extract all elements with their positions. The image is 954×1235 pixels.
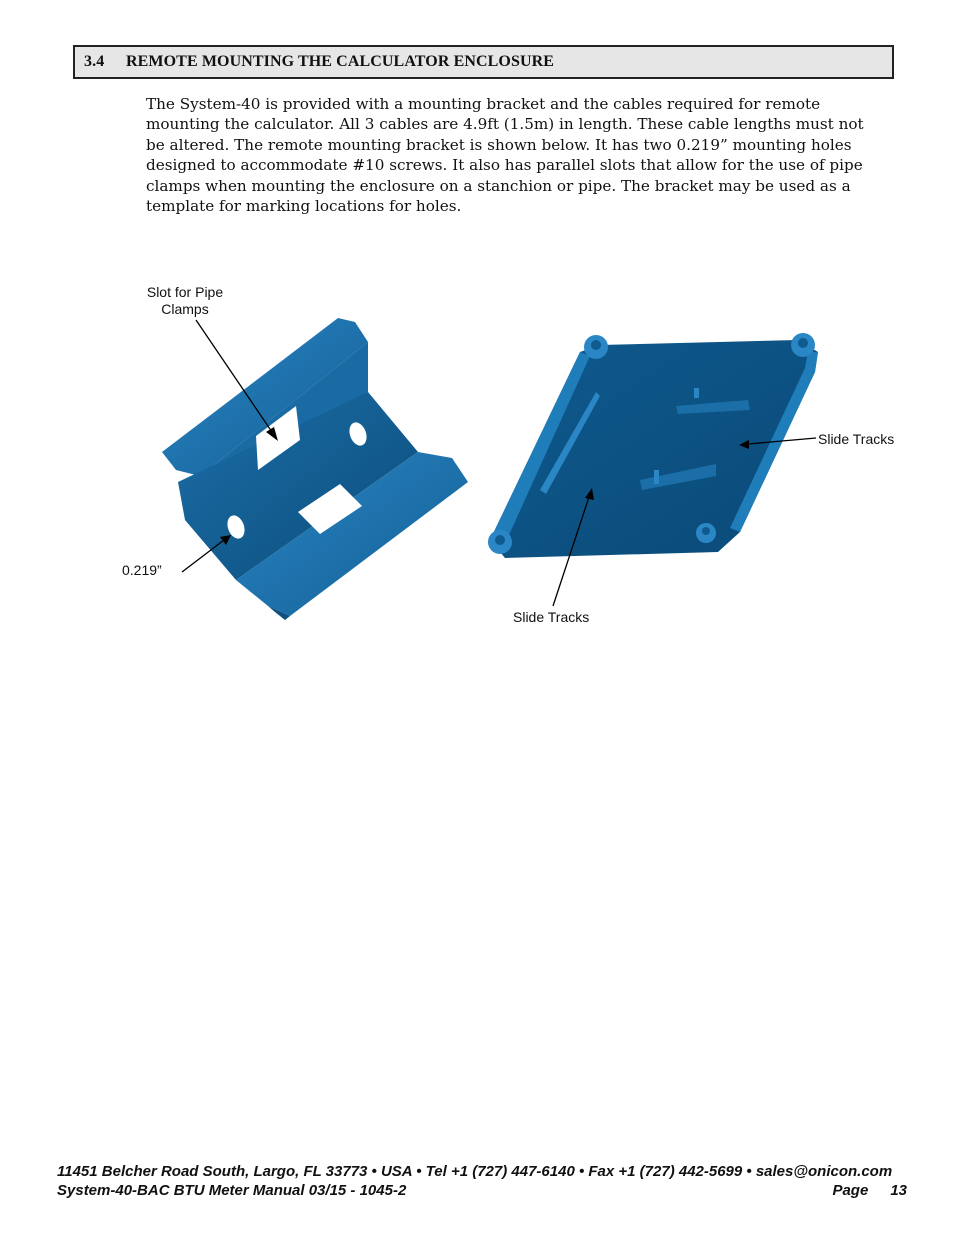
page-number: 13 <box>890 1182 907 1199</box>
plate-post-br-cap <box>702 527 710 535</box>
slide-track-stop-1 <box>694 388 699 398</box>
label-slide-tracks-bottom: Slide Tracks <box>513 609 590 625</box>
body-paragraph: The System-40 is provided with a mounting bracket and the cables required for remote mounting the calculator. All 3 cables are 4.9ft (1.5m) in length. These cable lengths must not be altered. The remote mounting bracket is shown below. It has two 0.219” mounting holes designed to accommodate #10 screws. It also has parallel slots that allow for the use of pipe clamps when mounting the enclosure on a stanchion or pipe. The bracket may be used as a template for marking locations for holes. <box>146 95 864 216</box>
right-plate <box>488 333 818 558</box>
label-pipe-slot-line2: Clamps <box>161 301 209 317</box>
page-label: Page <box>832 1182 869 1199</box>
footer-manual-title: System-40-BAC BTU Meter Manual 03/15 - 1045-2 <box>57 1182 407 1199</box>
slide-track-stop-2 <box>654 470 659 484</box>
footer-manual-line <box>57 1182 907 1200</box>
label-slide-tracks-right: Slide Tracks <box>818 431 895 447</box>
plate-post-bl-cap <box>495 535 505 545</box>
plate-post-tl-cap <box>591 340 601 350</box>
section-title: REMOTE MOUNTING THE CALCULATOR ENCLOSURE <box>126 53 555 70</box>
label-pipe-slot-line1: Slot for Pipe <box>146 284 224 300</box>
left-bracket <box>162 318 468 620</box>
section-number: 3.4 <box>84 53 105 70</box>
plate-post-tr-cap <box>798 338 808 348</box>
footer-address: 11451 Belcher Road South, Largo, FL 33773 • USA • Tel +1 (727) 447-6140 • Fax +1 (727) 442-5699 • sales@onicon.com <box>57 1163 893 1180</box>
label-hole-size: 0.219” <box>122 562 162 578</box>
footer-page <box>832 1182 907 1200</box>
label-pipe-slot <box>140 284 230 318</box>
